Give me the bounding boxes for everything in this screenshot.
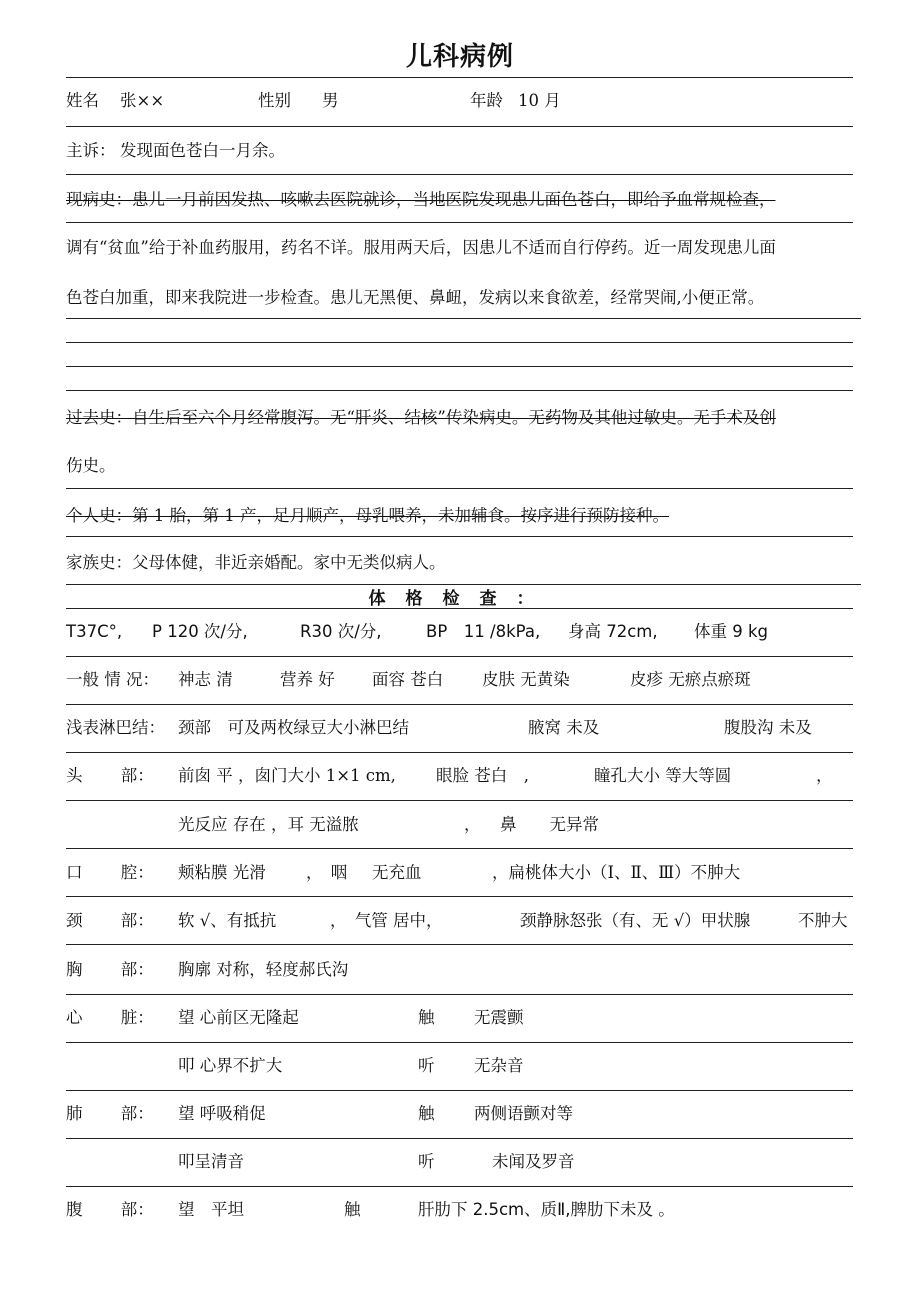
lung-auscultation: 未闻及罗音 — [492, 1152, 575, 1171]
respiration: R30 次/分, — [300, 622, 382, 641]
patient-sex: 男 — [322, 91, 339, 110]
divider — [66, 944, 853, 945]
present-history-line-2: 调有“贫血”给于补血药服用，药名不详。服用两天后，因患儿不适而自行停药。近一周发现患儿面 — [66, 238, 776, 257]
divider — [66, 488, 853, 489]
fontanelle: 前囱 平 ，囱门大小 1×1 cm, — [178, 766, 396, 785]
lung-palpation: 两侧语颤对等 — [474, 1104, 573, 1123]
head-label: 头 部： — [66, 766, 154, 785]
heart-row — [66, 1003, 856, 1033]
sex-label: 性别 — [258, 91, 291, 110]
temperature: T37C°, — [66, 622, 123, 641]
pharynx: 无充血 — [372, 863, 422, 882]
vitals-row — [66, 617, 856, 647]
divider — [66, 848, 853, 849]
neck-nodes: 颈部 可及两枚绿豆大小淋巴结 — [178, 718, 409, 737]
heart-row-2 — [66, 1051, 856, 1081]
jugular-vein: 颈静脉怒张（有、无 √）甲状腺 — [520, 911, 751, 930]
lung-palpation-label: 触 — [418, 1104, 435, 1123]
pupil-size: 瞳孔大小 等大等圆 — [594, 766, 732, 785]
heart-auscultation-label: 听 — [418, 1056, 435, 1075]
light-reflex-ear: 光反应 存在 ，耳 无溢脓 — [178, 815, 359, 834]
eyelid: 眼脸 苍白 , — [436, 766, 529, 785]
lymph-label: 浅表淋巴结： — [66, 718, 165, 737]
heart-label: 心 脏： — [66, 1008, 154, 1027]
complaint-label: 主诉： — [66, 141, 116, 160]
divider — [66, 126, 853, 127]
divider — [66, 800, 853, 801]
name-label: 姓名 — [66, 91, 99, 110]
divider — [66, 1186, 853, 1187]
patient-info-row — [66, 86, 856, 116]
neck-row — [66, 906, 856, 936]
lung-label: 肺 部： — [66, 1104, 154, 1123]
lung-row — [66, 1099, 856, 1129]
general-label: 一般 情 况： — [66, 670, 159, 689]
present-history-line-1: 现病史：患儿一月前因发热、咳嗽去医院就诊，当地医院发现患儿面色苍白，即给予血常规检查， — [66, 190, 776, 209]
lung-inspection: 望 呼吸稍促 — [178, 1104, 266, 1123]
abdomen-palpation-label: 触 — [344, 1200, 361, 1219]
past-history-line-2: 伤史。 — [66, 456, 116, 475]
rash: 皮疹 无瘀点瘀斑 — [630, 670, 751, 689]
family-history: 家族史：父母体健，非近亲婚配。家中无类似病人。 — [66, 553, 446, 572]
head-row — [66, 761, 856, 791]
nutrition: 营养 好 — [280, 670, 335, 689]
thorax: 胸廓 对称，轻度郝氏沟 — [178, 960, 349, 979]
complexion: 面容 苍白 — [372, 670, 444, 689]
abdomen-label: 腹 部： — [66, 1200, 154, 1219]
pulse: P 120 次/分, — [152, 622, 248, 641]
heart-percussion: 叩 心界不扩大 — [178, 1056, 283, 1075]
chest-label: 胸 部： — [66, 960, 154, 979]
mouth-row — [66, 858, 856, 888]
heart-palpation: 无震颤 — [474, 1008, 524, 1027]
heart-palpation-label: 触 — [418, 1008, 435, 1027]
divider — [66, 704, 853, 705]
chest-row — [66, 955, 856, 985]
lymph-nodes-row — [66, 713, 856, 743]
head2-comma: ， — [464, 815, 481, 834]
personal-history: 个人史：第 1 胎，第 1 产，足月顺产，母乳喂养，未加辅食。按序进行预防接种。 — [66, 506, 669, 525]
divider — [66, 222, 853, 223]
divider — [66, 77, 853, 78]
patient-age: 10 月 — [518, 91, 561, 110]
heart-inspection: 望 心前区无隆起 — [178, 1008, 299, 1027]
neck-resistance: 软 √、有抵抗 — [178, 911, 277, 930]
head-comma: ， — [816, 766, 833, 785]
nose: 鼻 无异常 — [500, 815, 599, 834]
divider — [66, 896, 853, 897]
lung-percussion: 叩呈清音 — [178, 1152, 244, 1171]
height: 身高 72cm, — [568, 622, 658, 641]
thyroid: 不肿大 — [798, 911, 848, 930]
past-history-line-1: 过去史：自生后至六个月经常腹泻。无“肝炎、结核”传染病史。无药物及其他过敏史。无手术及创 — [66, 408, 776, 427]
divider — [66, 1138, 853, 1139]
head-row-2 — [66, 810, 856, 840]
blood-pressure: BP 11 /8kPa, — [426, 622, 541, 641]
consciousness: 神志 清 — [178, 670, 233, 689]
chief-complaint — [66, 136, 856, 166]
heart-auscultation: 无杂音 — [474, 1056, 524, 1075]
present-history-line-3: 色苍白加重，即来我院进一步检查。患儿无黑便、鼻衄，发病以来食欲差，经常哭闹,小便正常。 — [66, 288, 765, 307]
patient-name: 张×× — [120, 91, 165, 110]
divider — [66, 318, 861, 319]
divider — [66, 1042, 853, 1043]
buccal-mucosa: 颊粘膜 光滑 — [178, 863, 266, 882]
skin: 皮肤 无黄染 — [482, 670, 570, 689]
divider — [66, 994, 853, 995]
neck-label: 颈 部： — [66, 911, 154, 930]
divider — [66, 366, 853, 367]
divider — [66, 174, 853, 175]
abdomen-row — [66, 1195, 856, 1225]
abdomen-inspection: 望 平坦 — [178, 1200, 244, 1219]
weight: 体重 9 kg — [694, 622, 769, 641]
divider — [66, 390, 853, 391]
divider — [66, 656, 853, 657]
abdomen-palpation: 肝肋下 2.5cm、质Ⅱ,脾肋下未及 。 — [418, 1200, 675, 1219]
divider — [66, 342, 853, 343]
general-condition-row — [66, 665, 856, 695]
lung-row-2 — [66, 1147, 856, 1177]
divider — [66, 1090, 853, 1091]
tonsil: ，扁桃体大小（Ⅰ、Ⅱ、Ⅲ）不肿大 — [492, 863, 741, 882]
mouth-label: 口 腔： — [66, 863, 154, 882]
page-title: 儿科病例 — [405, 42, 514, 72]
complaint-text: 发现面色苍白一月余。 — [120, 141, 285, 160]
age-label: 年龄 — [470, 91, 503, 110]
divider — [66, 752, 853, 753]
divider — [66, 536, 853, 537]
groin-nodes: 腹股沟 未及 — [724, 718, 812, 737]
lung-auscultation-label: 听 — [418, 1152, 435, 1171]
divider — [66, 608, 853, 609]
trachea: ， 气管 居中， — [330, 911, 443, 930]
pharynx-label: ， 咽 — [306, 863, 348, 882]
axilla-nodes: 腋窝 未及 — [528, 718, 600, 737]
exam-heading: 体格检查： — [368, 589, 554, 609]
